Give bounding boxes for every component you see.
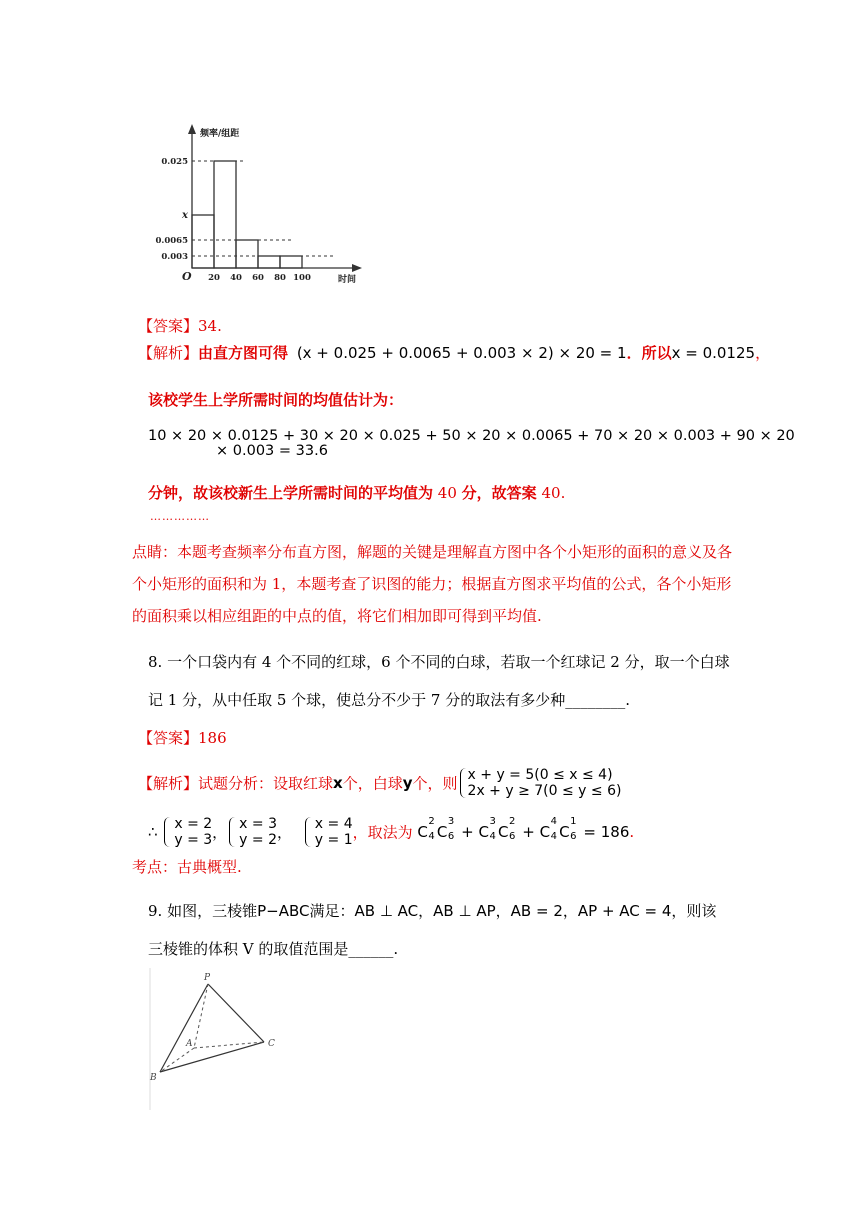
y-tick-label: 0.0065: [155, 236, 188, 246]
q7-comment-line2: 个小矩形的面积和为 1，本题考查了识图的能力；根据直方图求平均值的公式，各个小矩形: [132, 575, 732, 593]
edge-PA: [194, 984, 208, 1048]
case-sep2: ，: [277, 823, 293, 842]
q7-analysis: [138, 342, 770, 363]
analysis-lead: 由直方图可得: [198, 344, 289, 362]
q8-analysis-text2: 个，白球: [342, 774, 403, 793]
case2-y: y = 2: [239, 832, 277, 848]
conclusion-period: .: [560, 484, 566, 502]
q9-text-a: 如图，三棱锥: [167, 902, 258, 920]
q8-analysis-text1: 试题分析：设取红球: [198, 774, 334, 793]
q8-var-x: x: [333, 774, 343, 792]
q9-cond2: AB ⊥ AP: [433, 902, 496, 920]
q7-answer: [138, 315, 222, 336]
origin-label: O: [182, 270, 192, 283]
q8-analysis-tag: 【解析】: [138, 774, 199, 793]
histogram-bar-1: [192, 215, 214, 268]
comb-6: C 1 6: [559, 816, 577, 842]
conclusion-40-a: 40: [437, 484, 457, 502]
q8-system-eq2: 2x + y ≥ 7(0 ≤ y ≤ 6): [467, 783, 622, 799]
plus-2: +: [522, 823, 535, 841]
q8-answer-value: 186: [198, 729, 227, 747]
analysis-x-value: x = 0.0125: [671, 344, 756, 362]
q9-sep1: ，: [418, 902, 434, 920]
q8-answer: [138, 727, 227, 748]
y-axis-arrow: [188, 124, 196, 134]
case-sep1: ，: [212, 823, 228, 842]
q8-var-y: y: [402, 774, 413, 792]
q8-answer-tag: 【答案】: [138, 729, 199, 747]
edge-PC: [208, 984, 264, 1042]
q9-cond3: AB = 2: [510, 902, 563, 920]
q8-equation-system: [458, 767, 622, 799]
comb-2: C 3 6: [436, 816, 455, 842]
q9-number: 9.: [148, 902, 163, 920]
pyramid-figure: [142, 962, 292, 1112]
q9-line1: [148, 900, 716, 921]
analysis-mid: ．所以: [626, 344, 672, 362]
case3: [303, 816, 353, 848]
analysis-equation: (x + 0.025 + 0.0065 + 0.003 × 2) × 20 = 1: [296, 344, 627, 362]
conclusion-text-a: 分钟，故该校新生上学所需时间的平均值为: [148, 484, 434, 502]
case2-x: x = 3: [239, 816, 277, 832]
q9-cond4: AP + AC = 4: [577, 902, 672, 920]
y-tick-label: x: [182, 210, 188, 221]
histogram-bar-5: [280, 256, 302, 268]
analysis-comma: ，: [755, 344, 771, 362]
y-tick-label: 0.003: [161, 252, 188, 262]
vertex-C: C: [268, 1039, 275, 1049]
q9-sep2: ，: [495, 902, 511, 920]
therefore-symbol: ∴: [148, 823, 158, 841]
q7-mean-equation-line2: × 0.003 = 33.6: [216, 443, 328, 459]
histogram-bar-3: [236, 240, 258, 268]
q9-pyramid: P−ABC: [257, 902, 310, 920]
plus-1: +: [461, 823, 474, 841]
result-value: = 186: [583, 823, 630, 841]
answer-value: 34.: [198, 317, 222, 335]
q7-comment-line3: 的面积乘以相应组距的中点的值，将它们相加即可得到平均值.: [132, 607, 542, 625]
vertex-A: A: [186, 1039, 193, 1049]
x-tick-label: 60: [252, 273, 264, 283]
q8-number: 8.: [148, 653, 163, 671]
q7-comment-line1: 点睛：本题考查频率分布直方图，解题的关键是理解直方图中各个小矩形的面积的意义及各: [132, 543, 733, 561]
histogram-bar-2: [214, 161, 236, 268]
q7-mean-equation-line1: 10 × 20 × 0.0125 + 30 × 20 × 0.025 + 50 × 20 × 0.0065 + 70 × 20 × 0.003 + 90 × 20: [148, 428, 795, 444]
q8-line1: [148, 651, 730, 672]
comb-3: C 3 4: [478, 816, 496, 842]
result-period: .: [629, 823, 635, 841]
q9-text-c: 满足：: [309, 902, 355, 920]
x-tick-label: 80: [274, 273, 286, 283]
q7-conclusion: [148, 482, 565, 503]
combination-expression: [413, 816, 635, 842]
method-text: ，取法为: [352, 823, 413, 842]
frequency-histogram: [155, 120, 370, 292]
q9-line2: 三棱锥的体积 V 的取值范围是______.: [148, 940, 399, 958]
q8-analysis-text3: 个，则: [412, 774, 458, 793]
comb-4: C 2 6: [498, 816, 516, 842]
x-tick-label: 100: [293, 273, 311, 283]
vertex-B: B: [150, 1073, 157, 1083]
case1: [162, 816, 212, 848]
case1-y: y = 3: [174, 832, 213, 848]
q8-system-eq1: x + y = 5(0 ≤ x ≤ 4): [467, 767, 613, 783]
case1-x: x = 2: [174, 816, 213, 832]
edge-AB: [160, 1048, 194, 1072]
q9-text-k: ，则该: [671, 902, 717, 920]
histogram-bar-4: [258, 256, 280, 268]
q8-line2: 记 1 分，从中任取 5 个球，使总分不少于 7 分的取法有多少种________.: [148, 691, 631, 709]
answer-tag: 【答案】: [138, 317, 199, 335]
q7-estimate-line: 该校学生上学所需时间的均值估计为：: [148, 391, 404, 409]
x-axis-label: 时间: [338, 275, 357, 285]
q8-text-line1: 一个口袋内有 4 个不同的红球，6 个不同的白球，若取一个红球记 2 分，取一个白球: [167, 653, 730, 671]
conclusion-text-c: 分，故答案: [461, 484, 537, 502]
y-tick-label: 0.025: [161, 157, 188, 167]
case3-x: x = 4: [314, 816, 353, 832]
comb-1: C 2 4: [417, 816, 435, 842]
x-axis-arrow: [352, 264, 362, 272]
analysis-tag: 【解析】: [138, 344, 199, 362]
q8-cases: [148, 816, 634, 848]
comb-5: C 4 4: [539, 816, 558, 842]
vertex-P: P: [204, 973, 211, 983]
x-tick-label: 20: [208, 273, 220, 283]
case2: [227, 816, 277, 848]
case3-y: y = 1: [314, 832, 353, 848]
q8-kaodian: 考点：古典概型.: [132, 858, 242, 876]
q9-cond1: AB ⊥ AC: [354, 902, 419, 920]
conclusion-40-b: 40: [541, 484, 561, 502]
y-axis-label: 频率/组距: [200, 129, 240, 139]
q7-dots: ……………: [150, 510, 210, 523]
edge-PB: [160, 984, 208, 1072]
x-tick-label: 40: [230, 273, 242, 283]
q8-analysis: [138, 767, 621, 799]
q9-sep3: ，: [562, 902, 578, 920]
